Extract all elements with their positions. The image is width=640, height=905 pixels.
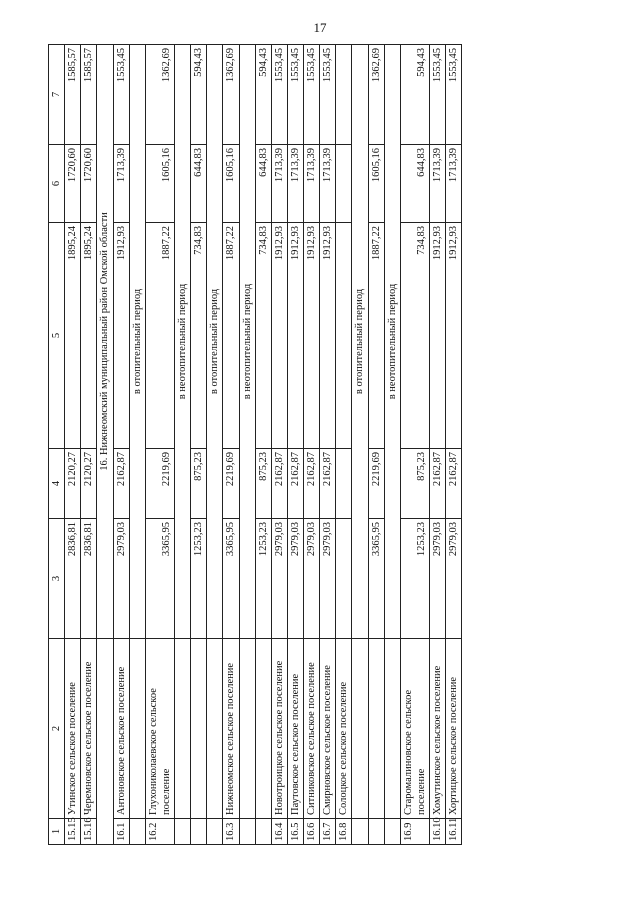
value-cell: 2836,81 <box>81 519 97 639</box>
settlement-name-cell: Нижнеомское сельское поселение <box>223 639 239 819</box>
value-cell: 1362,69 <box>368 45 384 145</box>
row-number-cell: 16.8 <box>336 819 352 845</box>
row-number-cell: 16.10 <box>430 819 446 845</box>
blank-cell <box>239 819 255 845</box>
value-cell: 1713,39 <box>287 145 303 223</box>
value-cell: 3365,95 <box>145 519 174 639</box>
blank-cell <box>175 639 191 819</box>
value-cell: 594,43 <box>255 45 271 145</box>
value-cell: 2979,03 <box>446 519 462 639</box>
value-cell: 1720,60 <box>65 145 81 223</box>
table-row <box>255 45 271 845</box>
value-cell: 644,83 <box>400 145 429 223</box>
value-cell: 3365,95 <box>368 519 384 639</box>
row-number-cell: 16.2 <box>145 819 174 845</box>
value-cell: 1713,39 <box>271 145 287 223</box>
settlement-name-cell: Глухониколаевское сельское поселение <box>145 639 174 819</box>
value-cell: 1713,39 <box>304 145 320 223</box>
blank-cell <box>352 819 368 845</box>
value-cell: 2836,81 <box>65 519 81 639</box>
blank-cell <box>352 639 368 819</box>
row-number-cell: 15.16 <box>81 819 97 845</box>
blank-cell <box>129 819 145 845</box>
table-row <box>304 45 320 845</box>
value-cell: 1553,45 <box>320 45 336 145</box>
value-cell: 1253,23 <box>400 519 429 639</box>
value-cell: 2979,03 <box>304 519 320 639</box>
value-cell: 1553,45 <box>271 45 287 145</box>
value-cell: 2162,87 <box>287 449 303 519</box>
value-cell: 875,23 <box>191 449 207 519</box>
value-cell: 1912,93 <box>113 223 129 449</box>
blank-cell <box>207 639 223 819</box>
row-number-cell: 15.15 <box>65 819 81 845</box>
value-cell: 2979,03 <box>320 519 336 639</box>
row-number-cell: 16.4 <box>271 819 287 845</box>
settlement-name-cell: Антоновское сельское поселение <box>113 639 129 819</box>
row-number-cell: 16.9 <box>400 819 429 845</box>
period-label: в неотопительный период <box>384 45 400 639</box>
value-cell: 1720,60 <box>81 145 97 223</box>
value-cell: 1553,45 <box>446 45 462 145</box>
value-cell: 594,43 <box>191 45 207 145</box>
value-cell: 1605,16 <box>223 145 239 223</box>
value-cell: 1887,22 <box>223 223 239 449</box>
page-number: 17 <box>313 20 327 35</box>
value-cell: 2162,87 <box>320 449 336 519</box>
row-number-cell: 16.11 <box>446 819 462 845</box>
table-row <box>145 45 174 845</box>
blank-cell <box>384 639 400 819</box>
value-cell: 1912,93 <box>320 223 336 449</box>
value-cell: 734,83 <box>191 223 207 449</box>
value-cell: 1362,69 <box>223 45 239 145</box>
period-row <box>384 45 400 845</box>
value-cell: 1253,23 <box>255 519 271 639</box>
header-cell: 4 <box>49 449 65 519</box>
row-number-cell: 16.3 <box>223 819 239 845</box>
value-cell: 1605,16 <box>145 145 174 223</box>
settlement-name-cell: Хортицкое сельское поселение <box>446 639 462 819</box>
period-label: в отопительный период <box>352 45 368 639</box>
settlement-name-cell: Черемновское сельское поселение <box>81 639 97 819</box>
value-cell: 1887,22 <box>368 223 384 449</box>
value-cell: 2219,69 <box>223 449 239 519</box>
value-cell: 1553,45 <box>287 45 303 145</box>
header-cell: 2 <box>49 639 65 819</box>
value-cell: 1713,39 <box>320 145 336 223</box>
value-cell: 1887,22 <box>145 223 174 449</box>
value-cell: 1553,45 <box>430 45 446 145</box>
table-row <box>113 45 129 845</box>
value-cell: 1585,57 <box>81 45 97 145</box>
row-number-cell <box>191 819 207 845</box>
value-cell: 2162,87 <box>446 449 462 519</box>
value-cell <box>336 45 352 145</box>
value-cell: 1585,57 <box>65 45 81 145</box>
value-cell: 875,23 <box>255 449 271 519</box>
table-row <box>430 45 446 845</box>
value-cell: 594,43 <box>400 45 429 145</box>
value-cell: 1895,24 <box>81 223 97 449</box>
value-cell: 1895,24 <box>65 223 81 449</box>
table-row <box>400 45 429 845</box>
value-cell: 2162,87 <box>271 449 287 519</box>
rotated-table-container <box>48 45 546 845</box>
value-cell <box>336 519 352 639</box>
settlement-name-cell: Смирновское сельское поселение <box>320 639 336 819</box>
row-number-cell <box>368 819 384 845</box>
value-cell: 1912,93 <box>446 223 462 449</box>
value-cell <box>336 449 352 519</box>
table-row <box>287 45 303 845</box>
header-cell: 7 <box>49 45 65 145</box>
value-cell: 2120,27 <box>65 449 81 519</box>
value-cell: 1912,93 <box>304 223 320 449</box>
tariff-table <box>48 44 462 845</box>
blank-cell <box>97 639 113 845</box>
row-number-cell: 16.5 <box>287 819 303 845</box>
row-number-cell: 16.6 <box>304 819 320 845</box>
value-cell <box>336 145 352 223</box>
period-row <box>352 45 368 845</box>
table-row <box>65 45 81 845</box>
value-cell: 1605,16 <box>368 145 384 223</box>
blank-cell <box>239 639 255 819</box>
period-row <box>129 45 145 845</box>
table-row <box>271 45 287 845</box>
value-cell: 1713,39 <box>113 145 129 223</box>
period-label: в неотопительный период <box>175 45 191 639</box>
value-cell: 3365,95 <box>223 519 239 639</box>
period-label: в неотопительный период <box>239 45 255 639</box>
header-row <box>49 45 65 845</box>
value-cell: 1912,93 <box>271 223 287 449</box>
value-cell: 1713,39 <box>446 145 462 223</box>
settlement-name-cell: Ситниковское сельское поселение <box>304 639 320 819</box>
header-cell: 1 <box>49 819 65 845</box>
row-number-cell <box>255 819 271 845</box>
blank-cell <box>129 639 145 819</box>
header-cell: 6 <box>49 145 65 223</box>
blank-cell <box>384 819 400 845</box>
value-cell: 734,83 <box>400 223 429 449</box>
value-cell: 1912,93 <box>287 223 303 449</box>
settlement-name-cell <box>255 639 271 819</box>
header-cell: 3 <box>49 519 65 639</box>
value-cell: 644,83 <box>191 145 207 223</box>
section-row <box>97 45 113 845</box>
value-cell: 1912,93 <box>430 223 446 449</box>
settlement-name-cell: Старомалиновское сельское поселение <box>400 639 429 819</box>
settlement-name-cell: Новотроицкое сельское поселение <box>271 639 287 819</box>
value-cell: 2979,03 <box>287 519 303 639</box>
value-cell: 1362,69 <box>145 45 174 145</box>
settlement-name-cell <box>191 639 207 819</box>
settlement-name-cell: Паутовское сельское поселение <box>287 639 303 819</box>
value-cell: 1553,45 <box>113 45 129 145</box>
blank-cell <box>207 819 223 845</box>
table-row <box>223 45 239 845</box>
value-cell: 1713,39 <box>430 145 446 223</box>
value-cell: 2162,87 <box>113 449 129 519</box>
value-cell: 2979,03 <box>113 519 129 639</box>
period-label: в отопительный период <box>129 45 145 639</box>
row-number-cell: 16.7 <box>320 819 336 845</box>
table-row <box>81 45 97 845</box>
settlement-name-cell: Хомутинское сельское поселение <box>430 639 446 819</box>
table-row <box>191 45 207 845</box>
value-cell: 2979,03 <box>271 519 287 639</box>
value-cell <box>336 223 352 449</box>
value-cell: 875,23 <box>400 449 429 519</box>
period-label: в отопительный период <box>207 45 223 639</box>
value-cell: 2979,03 <box>430 519 446 639</box>
settlement-name-cell: Солоцкое сельское поселение <box>336 639 352 819</box>
value-cell: 2162,87 <box>430 449 446 519</box>
value-cell: 1553,45 <box>304 45 320 145</box>
blank-cell <box>175 819 191 845</box>
period-row <box>175 45 191 845</box>
value-cell: 2219,69 <box>368 449 384 519</box>
table-row <box>320 45 336 845</box>
table-row <box>368 45 384 845</box>
table-body <box>49 45 462 845</box>
header-cell: 5 <box>49 223 65 449</box>
settlement-name-cell: Утинское сельское поселение <box>65 639 81 819</box>
table-row <box>446 45 462 845</box>
value-cell: 644,83 <box>255 145 271 223</box>
period-row <box>239 45 255 845</box>
value-cell: 1253,23 <box>191 519 207 639</box>
settlement-name-cell <box>368 639 384 819</box>
period-row <box>207 45 223 845</box>
value-cell: 734,83 <box>255 223 271 449</box>
value-cell: 2120,27 <box>81 449 97 519</box>
row-number-cell: 16.1 <box>113 819 129 845</box>
value-cell: 2219,69 <box>145 449 174 519</box>
section-title: 16. Нижнеомский муниципальный район Омской области <box>97 45 113 639</box>
value-cell: 2162,87 <box>304 449 320 519</box>
table-row <box>336 45 352 845</box>
